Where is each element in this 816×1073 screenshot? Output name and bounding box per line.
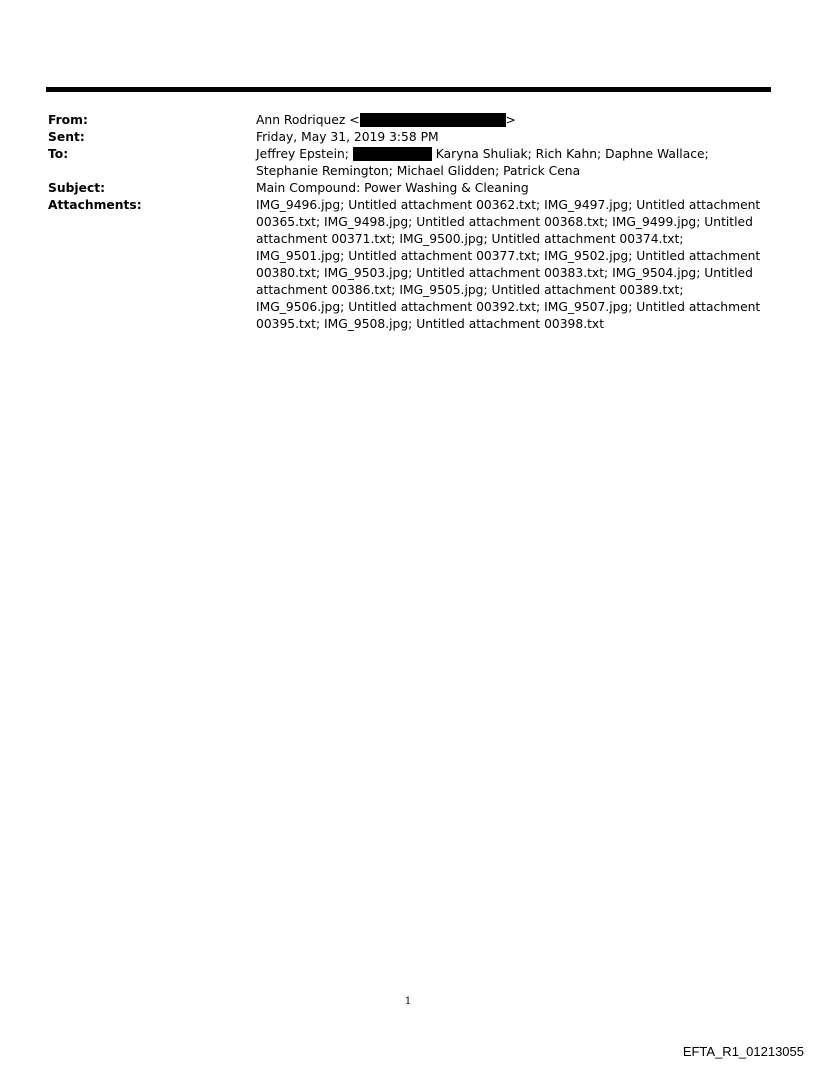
from-suffix: >: [505, 113, 516, 127]
sent-value: Friday, May 31, 2019 3:58 PM: [256, 130, 439, 144]
attachments-label: Attachments:: [48, 198, 142, 212]
to-row: [48, 146, 770, 180]
attachments-value: IMG_9496.jpg; Untitled attachment 00362.txt; IMG_9497.jpg; Untitled attachment 00365.txt; IMG_9498.jpg; Untitled attachment 00368.txt; IMG_9499.jpg; Untitled attachment 00371.txt; IMG_9500.jpg; Untitled attachment 00374.txt; IMG_9501.jpg; Untitled attachment 00377.txt; IMG_9502.jpg; Untitled attachment 00380.txt; IMG_9503.jpg; Untitled attachment 00383.txt; IMG_9504.jpg; Untitled attachment 00386.txt; IMG_9505.jpg; Untitled attachment 00389.txt; IMG_9506.jpg; Untitled attachment 00392.txt; IMG_9507.jpg; Untitled attachment 00395.txt; IMG_9508.jpg; Untitled attachment 00398.txt: [256, 198, 761, 331]
subject-label: Subject:: [48, 181, 106, 195]
document-id: EFTA_R1_01213055: [682, 1044, 804, 1059]
attachments-row: [48, 197, 770, 333]
redaction-box: [353, 147, 432, 161]
header-divider: [46, 87, 771, 92]
sent-label: Sent:: [48, 130, 85, 144]
email-header: [48, 112, 770, 333]
subject-value: Main Compound: Power Washing & Cleaning: [256, 181, 529, 195]
from-name: Ann Rodriquez <: [256, 113, 360, 127]
from-row: [48, 112, 770, 129]
to-value: [256, 146, 774, 180]
subject-row: [48, 180, 770, 197]
to-first-recipient: Jeffrey Epstein;: [256, 147, 349, 161]
to-label: To:: [48, 147, 69, 161]
to-other-recipients: Karyna Shuliak; Rich Kahn; Daphne Wallace; Stephanie Remington; Michael Glidden; Patrick Cena: [256, 147, 709, 178]
from-label: From:: [48, 113, 88, 127]
redaction-box: [360, 113, 506, 127]
sent-row: [48, 129, 770, 146]
page-number: 1: [404, 996, 412, 1007]
from-value: [256, 112, 774, 129]
